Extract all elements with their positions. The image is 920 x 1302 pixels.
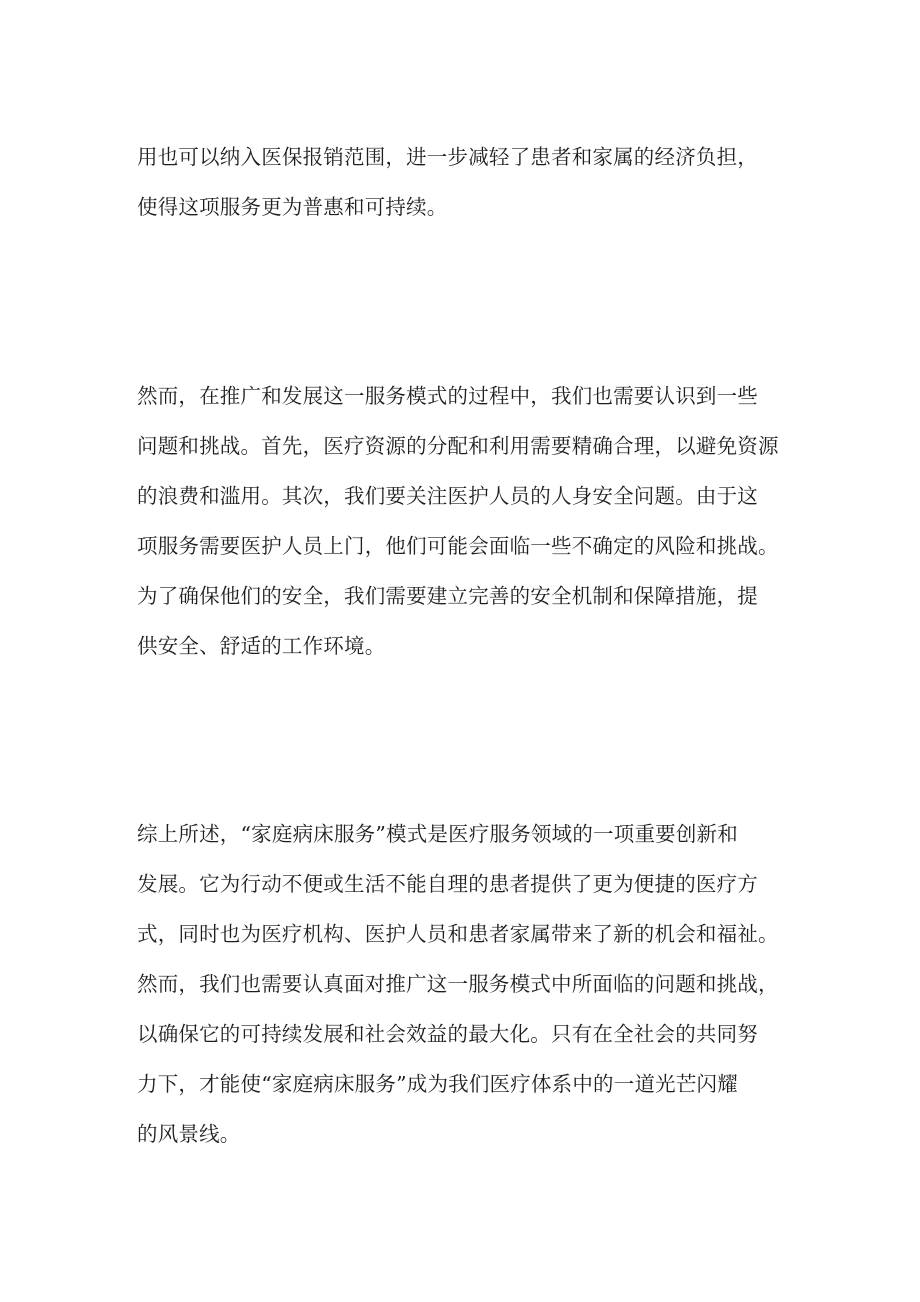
paragraph-line: 然而，在推广和发展这一服务模式的过程中，我们也需要认识到一些 — [137, 384, 758, 408]
paragraph-line: 以确保它的可持续发展和社会效益的最大化。只有在全社会的共同努 — [137, 1022, 758, 1046]
paragraph-line: 为了确保他们的安全，我们需要建立完善的安全机制和保障措施，提 — [137, 584, 758, 608]
paragraph-line: 式，同时也为医疗机构、医护人员和患者家属带来了新的机会和福祉。 — [137, 922, 779, 946]
paragraph-line: 综上所述，“家庭病床服务”模式是医疗服务领域的一项重要创新和 — [137, 822, 738, 846]
paragraph-line: 发展。它为行动不便或生活不能自理的患者提供了更为便捷的医疗方 — [137, 872, 758, 896]
paragraph-1 — [137, 132, 797, 232]
paragraph-line: 力下，才能使“家庭病床服务”成为我们医疗体系中的一道光芒闪耀 — [137, 1072, 738, 1096]
paragraph-line: 的风景线。 — [137, 1122, 241, 1146]
paragraph-line: 问题和挑战。首先，医疗资源的分配和利用需要精确合理，以避免资源 — [137, 434, 779, 458]
paragraph-line: 然而，我们也需要认真面对推广这一服务模式中所面临的问题和挑战， — [137, 972, 779, 996]
paragraph-line: 用也可以纳入医保报销范围，进一步减轻了患者和家属的经济负担， — [137, 145, 758, 169]
paragraph-line: 供安全、舒适的工作环境。 — [137, 634, 386, 658]
paragraph-line: 的浪费和滥用。其次，我们要关注医护人员的人身安全问题。由于这 — [137, 484, 758, 508]
paragraph-line: 使得这项服务更为普惠和可持续。 — [137, 195, 448, 219]
paragraph-3 — [137, 809, 797, 1159]
paragraph-2 — [137, 371, 797, 671]
paragraph-line: 项服务需要医护人员上门，他们可能会面临一些不确定的风险和挑战。 — [137, 534, 779, 558]
